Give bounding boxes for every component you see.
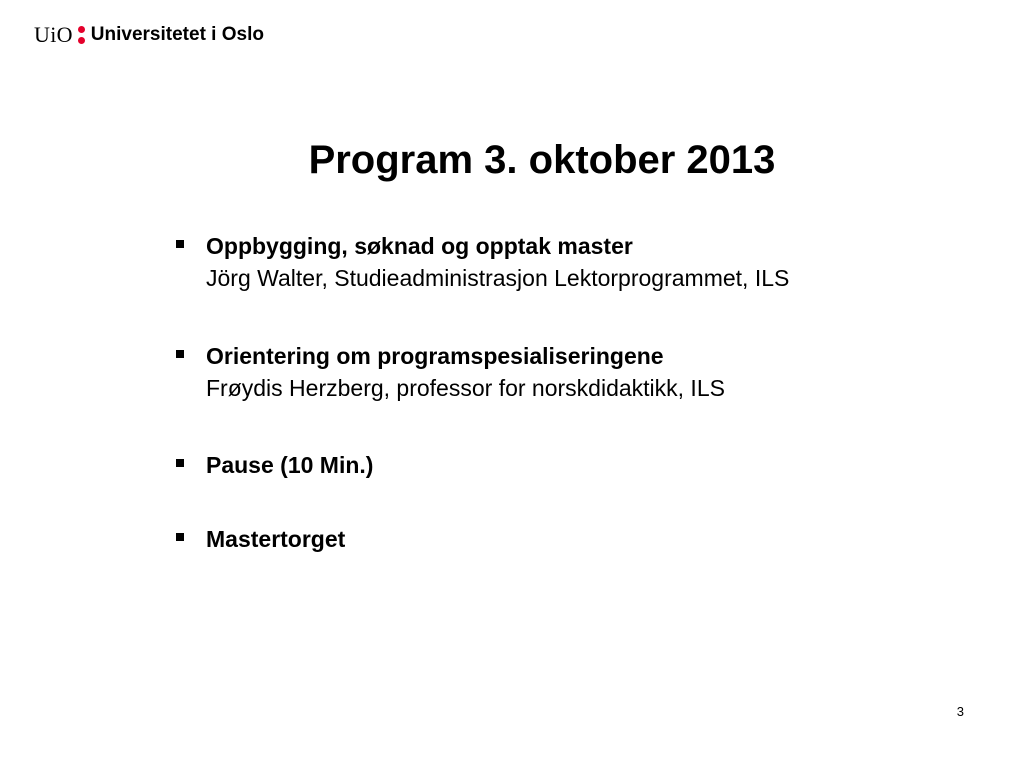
- square-bullet-icon: [176, 459, 184, 467]
- logo-dot-bottom: [78, 37, 85, 44]
- agenda-item: [172, 340, 725, 404]
- uio-logo: [34, 21, 264, 49]
- agenda-item-title: Orientering om programspesialiseringene: [206, 343, 664, 369]
- page-number: 3: [956, 704, 964, 719]
- logo-colon-icon: [78, 25, 85, 45]
- slide-title: Program 3. oktober 2013: [308, 138, 776, 182]
- square-bullet-icon: [176, 533, 184, 541]
- logo-uio-text: UiO: [34, 22, 73, 47]
- square-bullet-icon: [176, 350, 184, 358]
- logo-university-name: Universitetet i Oslo: [90, 24, 264, 45]
- agenda-item: [172, 230, 789, 294]
- agenda-item: [172, 523, 345, 555]
- square-bullet-icon: [176, 240, 184, 248]
- agenda-item-title: Pause (10 Min.): [206, 452, 374, 478]
- agenda-item-title: Mastertorget: [206, 526, 346, 552]
- agenda-item-speaker: Frøydis Herzberg, professor for norskdidaktikk, ILS: [206, 375, 725, 401]
- agenda-item: [172, 449, 373, 481]
- agenda-item-title: Oppbygging, søknad og opptak master: [206, 233, 633, 259]
- logo-dot-top: [78, 26, 85, 33]
- agenda-item-speaker: Jörg Walter, Studieadministrasjon Lektorprogrammet, ILS: [206, 265, 790, 291]
